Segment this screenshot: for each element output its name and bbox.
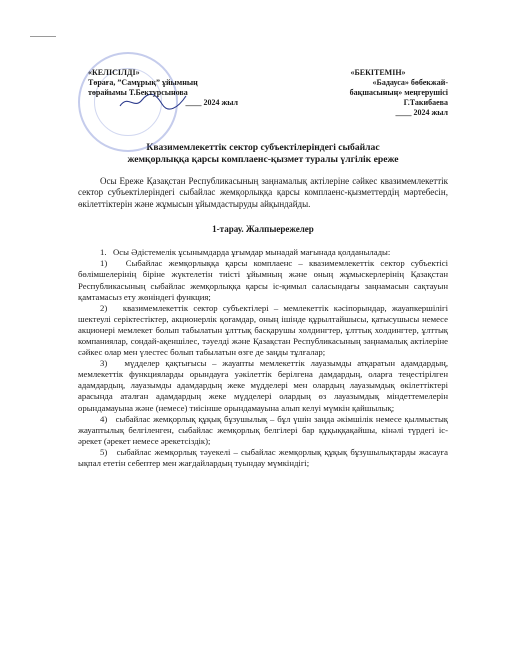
- approved-date: ____ 2024 жыл: [395, 108, 448, 117]
- agreed-line-2: төрайымы Т.Бектурсынова: [88, 88, 188, 97]
- paragraph: 1. Осы Әдістемелік ұсынымдарда ұғымдар мынадай мағынада қолданылады:: [100, 247, 391, 258]
- paragraph: 2) квазимемлекеттік сектор субъектілері – мемлекеттік кәсіпорындар, жауапкершілігі шектеулі серіктестіктер, акционерлік қоғамдар, оның ішінде құрылтайшысы, қатысушысы немесе акционері мемлекет болып табылатын ұлттық басқарушы холдингтер, ұлттық холдингтер, ұлттық компаниялар, сондай-ақеншілес, тәуелді және Қазақстан Республикасының заңнамалық актілеріне сәйкес олар мен үлестес болып табылатын өзге де заңды тұлғалар;: [78, 302, 448, 358]
- approved-line-1: «Бадауса» бөбекжай-: [372, 78, 448, 87]
- approved-line-2: бақшасының» меңгерушісі: [349, 88, 448, 97]
- agreed-block: [88, 68, 238, 108]
- approved-header: «БЕКІТЕМІН»: [350, 68, 406, 77]
- paragraph: 5) сыбайлас жемқорлық тәуекелі – сыбайлас жемқорлық құқық бұзушылықтарды жасауға ықпал ететін себептер мен жағдайлардың туындау мүмкіндігі;: [78, 446, 448, 468]
- section-heading: 1-тарау. Жалпыережелер: [212, 224, 314, 235]
- title-line-1: Квазимемлекеттік сектор субъектілеріндегі сыбайлас: [146, 142, 380, 153]
- approval-block: [78, 52, 448, 124]
- agreed-date: ____ 2024 жыл: [185, 98, 238, 107]
- document-page: [78, 52, 448, 469]
- agreed-header: «КЕЛІСІЛДІ»: [88, 68, 140, 77]
- title-line-2: жемқорлыққа қарсы комплаенс-қызмет туралы үлгілік ереже: [127, 154, 399, 165]
- approved-block: [308, 68, 448, 118]
- agreed-line-1: Төраға, ”Самұрық” ұйымның: [88, 78, 198, 87]
- scan-edge-mark: [30, 36, 56, 37]
- intro-paragraph: Осы Ереже Қазақстан Республикасының заңнамалық актілеріне сәйкес квазимемлекеттік сектор субъектілеріндегі сыбайлас жемқорлыққа қарсы комплаенс-қызметтердің мәртебесін, өкілеттіктерін және жұмысын ұйымдастыруды айқындайды.: [78, 176, 448, 209]
- paragraph: 3) мүдделер қақтығысы – жауапты мемлекеттік лауазымды атқаратын адамдардың, мемлекеттік функцияларды орындауға уәкілеттік берілгена дамдардың, оларға теңестірілген адамдардың, лауазымды адамдардың жеке мүдделері мен олардың лауазымдық өкілеттіктері арасында аталған адамдардың жеке мүдделері олардың өз лауазымдық міндеттемелерін орындамауына және (немесе) тиісінше орындамауына алып келуі мүмкін қайшылық;: [78, 358, 448, 413]
- paragraph: 1) Сыбайлас жемқорлыққа қарсы комплаенс – квазимемлекеттік сектор субъектісі бөлімшелерінің біріне жүктелетін тиісті ұйымның және оның жұмыскерлерінің Қазақстан Республикасының сыбайлас жемқорлыққа қарсы іс-қимыл саласындағы заңнамасын сақтауын қамтамасыз ету жөніндегі функция;: [78, 258, 448, 302]
- paragraph: 4) сыбайлас жемқорлық құқық бұзушылық – бұл үшін заңда әкімшілік немесе қылмыстық жауаптылық белгіленген, сыбайлас жемқорлық белгілері бар құқыққақайшы, кінәлі түрдегі іс-әрекет (әрекет немесе әрекетсіздік);: [78, 413, 448, 446]
- approved-name: Г.Такибаева: [403, 98, 448, 107]
